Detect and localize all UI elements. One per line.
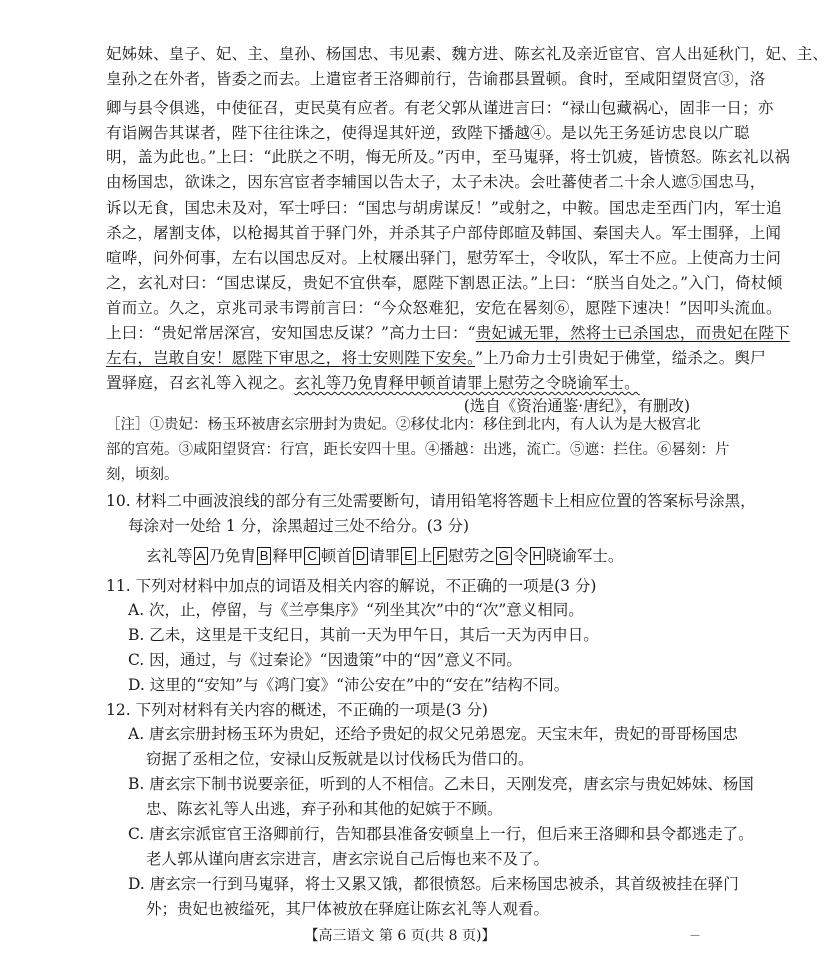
sentence-segment: 令	[512, 547, 529, 565]
passage-text: 置驿庭，召玄礼等入视之。	[106, 374, 295, 392]
sentence-segment: 上	[416, 547, 433, 565]
question-11-stem: 11. 下列对材料中加点的词语及相关内容的解说，不正确的一项是(3 分)	[106, 577, 597, 595]
passage-line: 喧哗，问外何事，左右以国忠反对。上杖屦出驿门，慰劳军士，令收队，军士不应。上使高力士问	[106, 249, 782, 267]
sentence-segment: 慰劳之	[448, 547, 495, 565]
break-option-box[interactable]: H	[530, 547, 545, 565]
sentence-segment: 顿首	[320, 547, 352, 565]
sentence-segment: 释甲	[272, 547, 304, 565]
passage-line: 皇孙之在外者，皆委之而去。上遣宦者王洛卿前行，告谕郡县置顿。食时，至咸阳望贤宫③，洛	[106, 70, 766, 88]
underlined-sentence: 左右，岂敢自安！愿陛下审思之，将士安则陛下安矣。	[106, 349, 476, 367]
passage-line: 首而立。久之，京兆司录韦谔前言曰：“今众怒难犯，安危在晷刻⑥，愿陛下速决！”因叩头流血。	[106, 299, 782, 317]
passage-line: 之，玄礼对曰：“国忠谋反，贵妃不宜供奉，愿陛下割恩正法。”上曰：“朕当自处之。”入门，倚杖倾	[106, 274, 783, 292]
break-option-box[interactable]: G	[496, 547, 512, 565]
underlined-sentence: 贵妃诚无罪，然将士已杀国忠，而贵妃在陛下	[475, 324, 790, 342]
break-option-box[interactable]: F	[433, 547, 447, 565]
passage-text: 上曰：“贵妃常居深宫，安知国忠反谋？”高力士曰：“	[106, 324, 476, 342]
question-12-option[interactable]: B. 唐玄宗下制书说要亲征，听到的人不相信。乙未日，天刚发亮，唐玄宗与贵妃姊妹、杨国	[128, 775, 754, 793]
question-10-stem: 10. 材料二中画波浪线的部分有三处需要断句，请用铅笔将答题卡上相应位置的答案标号涂黑，	[106, 492, 756, 510]
break-option-box[interactable]: B	[257, 547, 272, 565]
question-11-option[interactable]: D. 这里的“安知”与《鸿门宴》“沛公安在”中的“安在”结构不同。	[128, 676, 570, 694]
passage-line	[106, 371, 692, 395]
wavy-underlined-sentence: 玄礼等乃免胄释甲顿首请罪上慰劳之令晓谕军士。	[294, 374, 640, 392]
passage-line: 由杨国忠，欲诛之，因东宫宦者李辅国以告太子，太子未决。会吐蕃使者二十余人遮⑤国忠马，	[106, 173, 766, 191]
passage-line	[106, 346, 766, 370]
break-option-box[interactable]: C	[304, 547, 319, 565]
question-12-option-cont: 老人郭从谨向唐玄宗进言，唐玄宗说自己后悔也来不及了。	[146, 850, 550, 868]
passage-line: 明，盖为此也。”上曰：“此朕之不明，悔无所及。”丙申，至马嵬驿，将士饥疲，皆愤怒。陈玄礼以祸	[106, 148, 790, 166]
break-option-box[interactable]: A	[194, 547, 209, 565]
punctuation-sentence	[146, 544, 623, 568]
question-11-option[interactable]: A. 次，止，停留，与《兰亭集序》“列坐其次”中的“次”意义相同。	[128, 601, 584, 619]
question-12-option[interactable]: A. 唐玄宗册封杨玉环为贵妃，还给予贵妃的叔父兄弟恩宠。天宝末年，贵妃的哥哥杨国忠	[128, 725, 739, 743]
sentence-segment: 晓谕军士。	[545, 547, 624, 565]
question-12-option[interactable]: C. 唐玄宗派宦官王洛卿前行，告知郡县准备安顿皇上一行，但后来王洛卿和县令都逃走了。	[128, 825, 754, 843]
corner-mark: —	[690, 930, 700, 941]
question-12-option-cont: 窃据了丞相之位，安禄山反叛就是以讨伐杨氏为借口的。	[146, 750, 534, 768]
break-option-box[interactable]: E	[401, 547, 416, 565]
break-option-box[interactable]: D	[353, 547, 368, 565]
passage-line	[106, 321, 790, 345]
passage-text: ”上乃命力士引贵妃于佛堂，缢杀之。舆尸	[475, 349, 766, 367]
question-12-option[interactable]: D. 唐玄宗一行到马嵬驿，将士又累又饿，都很愤怒。后来杨国忠被杀，其首级被挂在驿门	[128, 875, 739, 893]
question-11-option[interactable]: C. 因，通过，与《过秦论》“因遗策”中的“因”意义不同。	[128, 651, 522, 669]
annotation-line: 部的宫苑。③咸阳望贤宫：行宫，距长安四十里。④播越：出逃，流亡。⑤遮：拦住。⑥晷刻：片	[106, 442, 730, 458]
sentence-segment: 请罪	[369, 547, 401, 565]
passage-source: (选自《资治通鉴·唐纪》，有删改)	[463, 397, 690, 415]
question-12-option-cont: 外；贵妃也被缢死，其尸体被放在驿庭让陈玄礼等人观看。	[146, 900, 550, 918]
question-12-option-cont: 忠、陈玄礼等人出逃，弃子孙和其他的妃嫔于不顾。	[146, 800, 503, 818]
passage-line: 杀之，屠割支体，以枪揭其首于驿门外，并杀其子户部侍郎暄及韩国、秦国夫人。军士围驿，上闻	[106, 224, 782, 242]
passage-line: 诉以无食，国忠未及对，军士呼曰：“国忠与胡虏谋反！”或射之，中鞍。国忠走至西门内，军士追	[106, 199, 782, 217]
page-footer: 【高三语文 第 6 页(共 8 页)】	[304, 928, 496, 944]
sentence-segment: 乃免胄	[209, 547, 256, 565]
annotation-line: 刻，顷刻。	[106, 467, 179, 483]
question-10-stem-cont: 每涂对一处给 1 分，涂黑超过三处不给分。(3 分)	[128, 517, 470, 535]
passage-line: 有诣阙告其谋者，陛下往往诛之，使得逞其奸逆，致陛下播越④。是以先王务延访忠良以广聪	[106, 124, 750, 142]
passage-line: 妃姊妹、皇子、妃、主、皇孙、杨国忠、韦见素、魏方进、陈玄礼及亲近宦官、宫人出延秋门，妃、主、	[106, 45, 828, 63]
question-12-stem: 12. 下列对材料有关内容的概述，不正确的一项是(3 分)	[106, 701, 488, 719]
sentence-segment: 玄礼等	[146, 547, 193, 565]
question-11-option[interactable]: B. 乙未，这里是干支纪日，其前一天为甲午日，其后一天为丙申日。	[128, 626, 599, 644]
annotation-line: ［注］①贵妃：杨玉环被唐玄宗册封为贵妃。②移仗北内：移住到北内，有人认为是大极宫北	[106, 417, 701, 433]
passage-line: 卿与县令俱逃，中使征召，吏民莫有应者。有老父郭从谨进言曰：“禄山包藏祸心，固非一日；亦	[106, 99, 774, 117]
